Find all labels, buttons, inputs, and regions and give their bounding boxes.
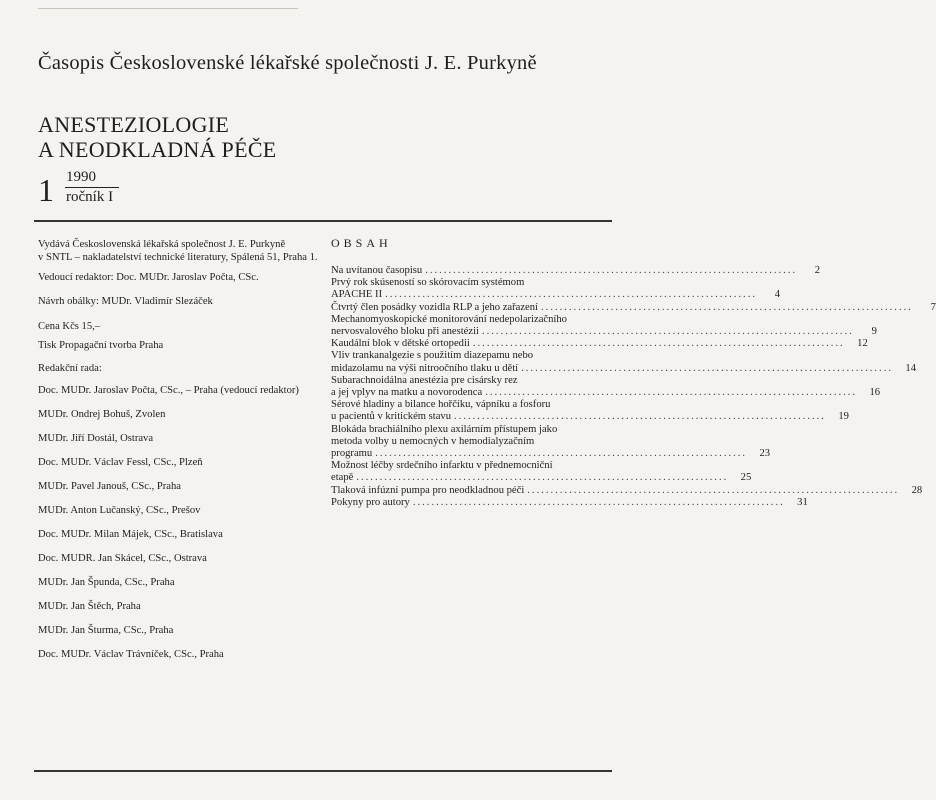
title-line-1: ANESTEZIOLOGIE: [38, 112, 230, 137]
toc-entry-final-line: [331, 496, 808, 509]
publisher-line-2: v SNTL – nakladatelství technické literatury, Spálená 51, Praha 1.: [38, 252, 318, 263]
toc-page-number: 9: [871, 326, 877, 338]
contents-list: [331, 265, 936, 509]
toc-entry-title: APACHE II: [331, 289, 383, 301]
lower-divider: [34, 770, 612, 772]
toc-entry-title-line: Mechanomyoskopické monitorování nedepolarizačního: [331, 313, 567, 325]
toc-entry-title: etapě: [331, 472, 354, 484]
contents-column: [331, 236, 936, 509]
price: Cena Kčs 15,–: [38, 321, 101, 332]
toc-entry-title-line: metoda volby u nemocných v hemodialyzačním: [331, 435, 535, 447]
toc-entry-final-line: [331, 338, 868, 350]
toc-leader-dots: ................................................................................: [527, 484, 900, 496]
toc-leader-dots: ................................................................................: [472, 338, 845, 350]
toc-entry-final-line: [331, 362, 916, 375]
toc-entry-title-line: Možnost léčby srdečního infarktu v přednemocniční: [331, 460, 553, 472]
toc-entry: [331, 484, 923, 497]
toc-leader-dots: ................................................................................: [425, 265, 798, 276]
toc-entry: [331, 338, 868, 350]
board-member: MUDr. Jan Šturma, CSc., Praha: [38, 625, 174, 636]
toc-leader-dots: ................................................................................: [385, 289, 757, 301]
toc-entry-title: Pokyny pro autory: [331, 496, 410, 508]
toc-page-number: 14: [905, 362, 916, 374]
toc-entry-final-line: [331, 265, 821, 277]
toc-entry-title-line: Vliv trankanalgezie s použitím diazepamu nebo: [331, 350, 534, 362]
toc-leader-dots: ................................................................................: [375, 448, 748, 460]
toc-page-number: 16: [869, 387, 881, 399]
toc-entry-title: Čtvrtý člen posádky vozidla RLP a jeho zařazení: [331, 301, 539, 313]
toc-entry-title: nervosvalového bloku při anestézii: [331, 326, 479, 338]
journal-title: [38, 112, 277, 162]
toc-entry-title: midazolamu na výši nitroočního tlaku u dětí: [331, 362, 519, 374]
toc-entry: [331, 313, 877, 338]
board-member: Doc. MUDR. Jan Skácel, CSc., Ostrava: [38, 553, 207, 564]
toc-page-number: 31: [797, 496, 808, 508]
top-edge-rule: [38, 8, 298, 9]
toc-leader-dots: ................................................................................: [541, 301, 913, 313]
toc-entry: [331, 350, 916, 374]
issue-year: 1990: [66, 169, 96, 185]
imprint-column: [38, 238, 328, 672]
toc-entry-final-line: [331, 301, 936, 314]
toc-page-number: 25: [740, 472, 752, 484]
board-member: MUDr. Ondrej Bohuš, Zvolen: [38, 409, 166, 420]
editorial-board-label: Redakční rada:: [38, 363, 102, 374]
toc-entry-final-line: [331, 448, 771, 460]
board-member: MUDr. Pavel Janouš, CSc., Praha: [38, 481, 182, 492]
toc-entry-title: Na uvítanou časopisu: [331, 265, 423, 276]
toc-entry-title: a jej vplyv na matku a novorodenca: [331, 387, 483, 399]
issue-number: 1: [38, 172, 54, 208]
toc-entry-final-line: [331, 387, 881, 399]
toc-page-number: 19: [838, 411, 849, 423]
board-member: Doc. MUDr. Milan Májek, CSc., Bratislava: [38, 529, 223, 540]
board-member: Doc. MUDr. Jaroslav Počta, CSc., – Praha (vedoucí redaktor): [38, 385, 299, 396]
toc-entry-title: Kaudální blok v dětské ortopedii: [331, 338, 470, 350]
board-member: MUDr. Jan Štěch, Praha: [38, 601, 141, 612]
toc-entry-title-line: Prvý rok skúseností so skórovacím systémom: [331, 277, 525, 289]
toc-entry: [331, 496, 808, 509]
toc-entry-title: programu: [331, 448, 373, 460]
issue-fraction-rule: [65, 187, 119, 188]
toc-entry-title: u pacientů v kritickém stavu: [331, 411, 452, 423]
toc-entry-title-line: Subarachnoidálna anestézia pre cisársky rez: [331, 374, 518, 386]
issue-volume: ročník I: [66, 189, 114, 205]
toc-entry-final-line: [331, 289, 780, 301]
board-member: MUDr. Anton Lučanský, CSc., Prešov: [38, 505, 201, 516]
toc-leader-dots: ................................................................................: [481, 326, 854, 338]
editorial-board-list: [38, 384, 328, 661]
toc-entry: [331, 277, 780, 301]
toc-page-number: 28: [911, 484, 923, 496]
toc-entry: [331, 265, 821, 277]
toc-page-number: 12: [857, 338, 868, 350]
board-member: MUDr. Jiří Dostál, Ostrava: [38, 433, 154, 444]
toc-entry-final-line: [331, 484, 923, 497]
toc-page-number: 4: [774, 289, 780, 301]
toc-entry: [331, 460, 752, 484]
toc-page-number: 2: [814, 265, 821, 276]
toc-entry-title-line: Blokáda brachiálního plexu axilárním přístupem jako: [331, 423, 558, 435]
cover-design-credit: Návrh obálky: MUDr. Vladimír Slezáček: [38, 296, 213, 307]
toc-leader-dots: ................................................................................: [412, 496, 785, 508]
toc-leader-dots: ................................................................................: [356, 472, 729, 484]
title-line-2: A NEODKLADNÁ PÉČE: [38, 137, 277, 162]
journal-name: Časopis Československé lékařské společnosti J. E. Purkyně: [38, 52, 537, 74]
upper-divider: [34, 220, 612, 222]
toc-entry-title: Tlaková infúzní pumpa pro neodkladnou péči: [331, 484, 525, 496]
publisher-line-1: Vydává Československá lékařská společnost J. E. Purkyně: [38, 239, 286, 250]
toc-entry-final-line: [331, 472, 752, 484]
toc-entry-final-line: [331, 411, 849, 423]
editor-in-chief: Vedoucí redaktor: Doc. MUDr. Jaroslav Počta, CSc.: [38, 272, 259, 283]
printer: Tisk Propagační tvorba Praha: [38, 340, 164, 351]
toc-entry-final-line: [331, 326, 877, 338]
toc-entry: [331, 301, 936, 314]
toc-entry: [331, 399, 849, 423]
toc-entry: [331, 423, 771, 461]
toc-leader-dots: ................................................................................: [454, 411, 826, 423]
toc-entry-title-line: Sérové hladiny a bilance hořčíku, vápníku a fosforu: [331, 399, 551, 411]
toc-entry: [331, 374, 881, 399]
board-member: MUDr. Jan Špunda, CSc., Praha: [38, 577, 175, 588]
contents-heading: OBSAH: [331, 236, 392, 250]
board-member: Doc. MUDr. Václav Fessl, CSc., Plzeň: [38, 457, 203, 468]
toc-page-number: 7: [930, 301, 936, 313]
board-member: Doc. MUDr. Václav Trávníček, CSc., Praha: [38, 649, 224, 660]
toc-page-number: 23: [759, 448, 771, 460]
toc-leader-dots: ................................................................................: [521, 362, 893, 374]
toc-leader-dots: ................................................................................: [485, 387, 858, 399]
